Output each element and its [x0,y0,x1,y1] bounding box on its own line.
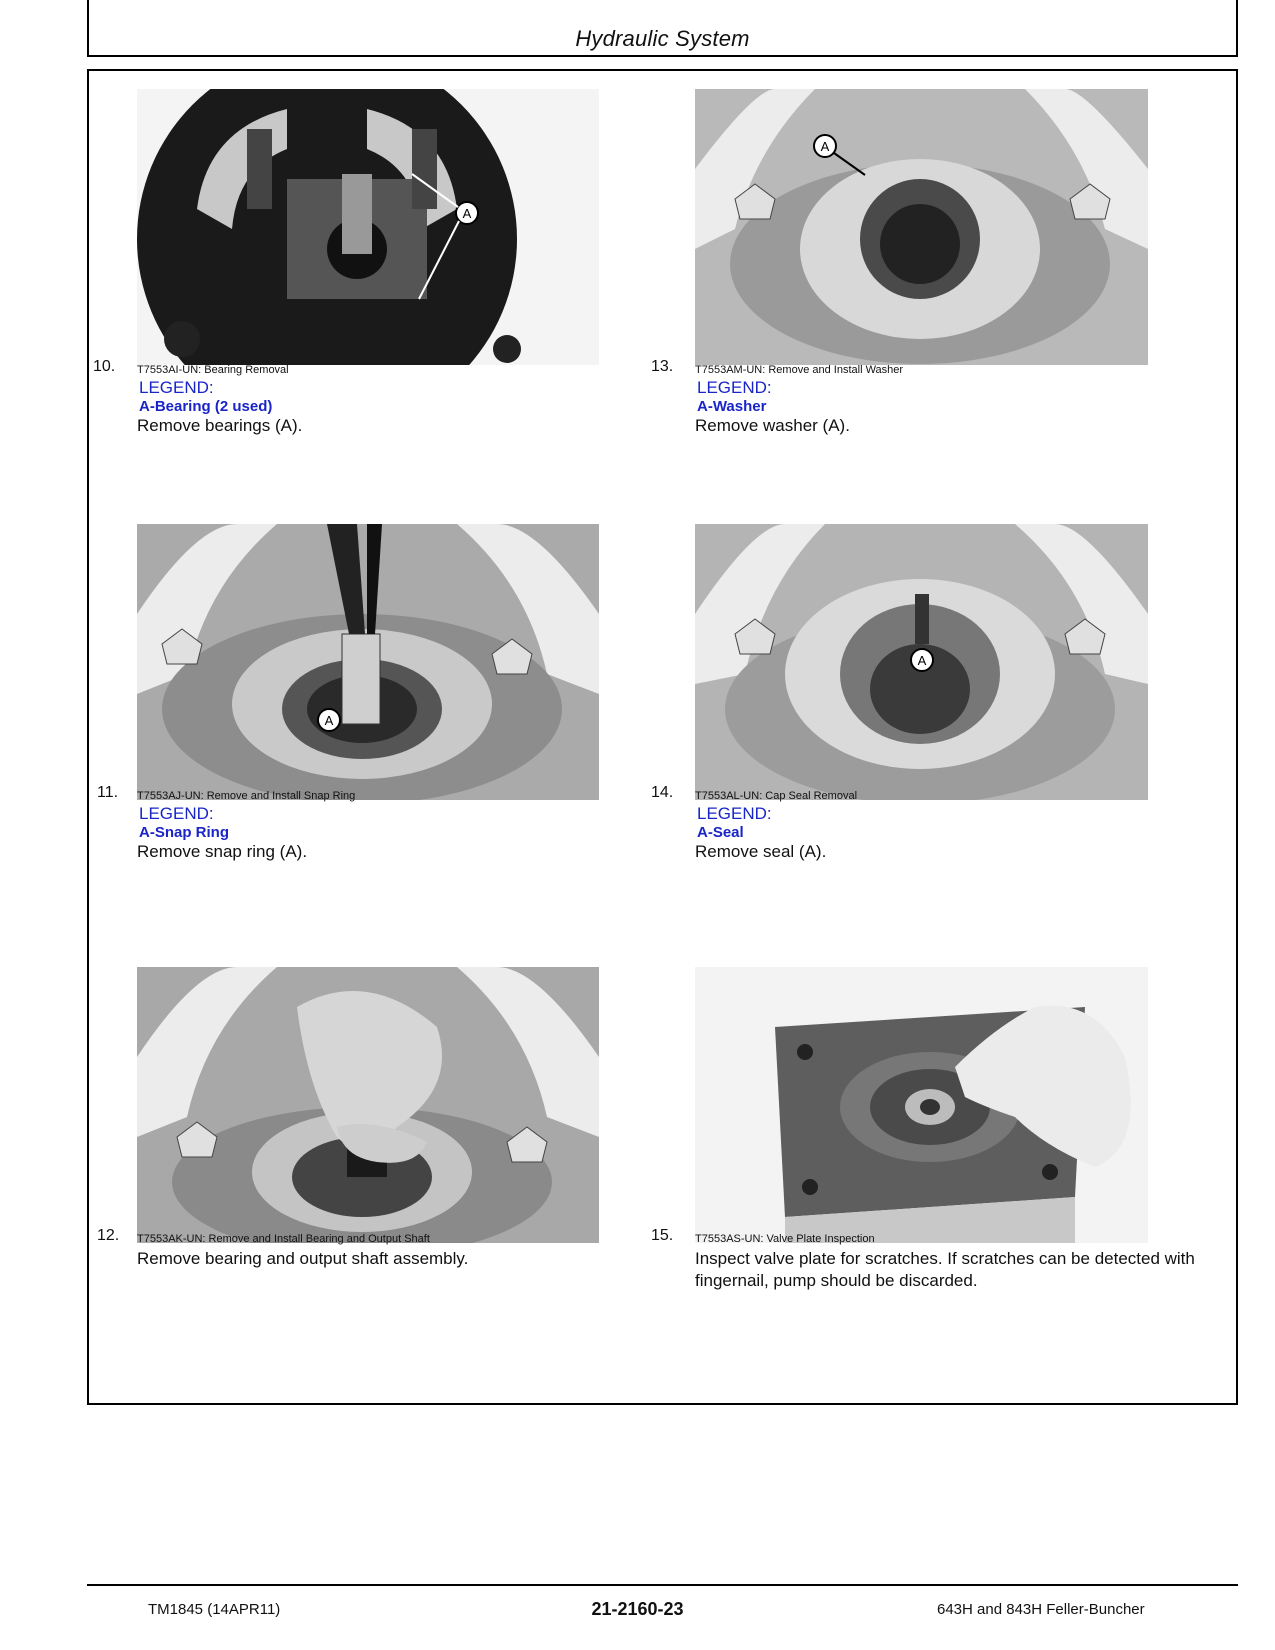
step-instruction: Remove bearings (A). [137,416,303,435]
callout-a-text: A [324,713,334,728]
washer-photo [695,89,1148,365]
legend-heading: LEGEND: [697,378,772,397]
step-number: 11. [97,784,119,801]
legend-heading: LEGEND: [139,378,214,397]
callout-a-text: A [820,139,830,154]
legend-item: A-Snap Ring [139,824,229,841]
legend-item: A-Seal [697,824,744,841]
callout-a-text: A [917,653,927,668]
legend-heading: LEGEND: [697,804,772,823]
step-number: 12. [97,1227,120,1244]
footer-divider [87,1584,1238,1586]
output-shaft-photo [137,967,599,1243]
page-header [87,0,1238,57]
legend-item: A-Washer [697,398,767,415]
figure-caption: T7553AK-UN: Remove and Install Bearing and Output Shaft [137,1233,430,1245]
step-number: 15. [651,1227,674,1244]
step-instruction: Remove seal (A). [695,842,827,861]
legend-item: A-Bearing (2 used) [139,398,273,415]
step-instruction: Remove washer (A). [695,416,850,435]
step-instruction: Remove snap ring (A). [137,842,308,861]
page-title: Hydraulic System [575,26,750,51]
figure-caption: T7553AS-UN: Valve Plate Inspection [695,1233,875,1245]
footer-manual-code: TM1845 (14APR11) [148,1601,281,1618]
callout-a-text: A [462,206,472,221]
footer-page-number: 21-2160-23 [591,1599,684,1619]
snap-ring-photo [137,524,599,800]
figure-caption: T7553AL-UN: Cap Seal Removal [695,790,858,802]
valve-plate-photo [695,967,1148,1243]
figure-caption: T7553AI-UN: Bearing Removal [137,364,289,376]
figure-caption: T7553AM-UN: Remove and Install Washer [695,364,904,376]
footer-model-name: 643H and 843H Feller-Buncher [937,1601,1145,1618]
step-instruction: Remove bearing and output shaft assembly. [137,1249,469,1268]
bearing-removal-photo [137,89,599,365]
step-number: 13. [651,358,674,375]
step-number: 14. [651,784,674,801]
step-instruction: Inspect valve plate for scratches. If scratches can be detected with fingernail, pump should be discarded. [695,1249,1195,1290]
cap-seal-photo [695,524,1148,800]
step-number: 10. [93,358,116,375]
legend-heading: LEGEND: [139,804,214,823]
figure-caption: T7553AJ-UN: Remove and Install Snap Ring [137,790,356,802]
